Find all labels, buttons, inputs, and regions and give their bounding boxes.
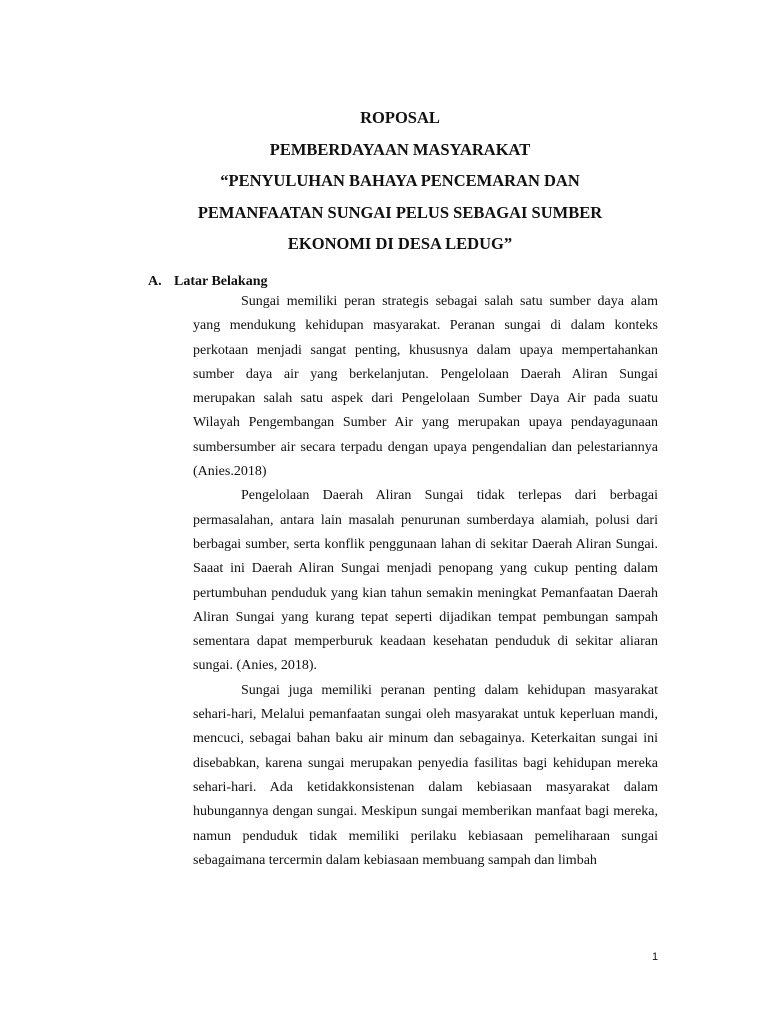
title-line: PEMANFAATAN SUNGAI PELUS SEBAGAI SUMBER	[197, 202, 603, 222]
section-title: Latar Belakang	[174, 274, 268, 289]
paragraph: Pengelolaan Daerah Aliran Sungai tidak terlepas dari berbagai permasalahan, antara lain masalah penurunan sumberdaya alamiah, polusi dari berbagai sumber, serta konflik penggunaan lahan di sekitar Daerah Aliran Sungai. Saaat ini Daerah Aliran Sungai menjadi penopang yang cukup penting dalam pertumbuhan penduduk yang kian tahun semakin meningkat Pemanfaatan Daerah Aliran Sungai yang kurang tepat seperti dijadikan tempat pembungan sampah sementara dapat memperburuk keadaan kesehatan penduduk di sekitar aliaran sungai. (Anies, 2018).	[193, 488, 658, 674]
section-heading	[148, 274, 267, 290]
paragraph: Sungai juga memiliki peranan penting dalam kehidupan masyarakat sehari-hari, Melalui pemanfaatan sungai oleh masyarakat untuk keperluan mandi, mencuci, sebagai bahan baku air minum dan sebagainya. Keterkaitan sungai ini disebabkan, karena sungai merupakan penyedia fasilitas bagi kehidupan mereka sehari-hari. Ada ketidakkonsistenan dalam kebiasaan masyarakat dalam hubungannya dengan sungai. Meskipun sungai memberikan manfaat bagi mereka, namun penduduk tidak memiliki perilaku kebiasaan pemeliharaan sungai sebagaimana tercermin dalam kebiasaan membuang sampah dan limbah	[193, 682, 658, 868]
section-letter: A.	[148, 274, 162, 289]
proposal-title	[0, 102, 768, 260]
body-text	[193, 290, 658, 873]
title-line: EKONOMI DI DESA LEDUG”	[287, 234, 513, 253]
paragraph: Sungai memiliki peran strategis sebagai salah satu sumber daya alam yang mendukung kehidupan masyarakat. Peranan sungai di dalam konteks perkotaan menjadi sangat penting, khususnya dalam upaya mempertahankan sumber daya air yang berkelanjutan. Pengelolaan Daerah Aliran Sungai merupakan salah satu aspek dari Pengelolaan Sumber Daya Air pada suatu Wilayah Pengembangan Sumber Air yang merupakan upaya pendayagunaan sumbersumber air secara terpadu dengan upaya pengendalian dan pelestariannya (Anies.2018)	[193, 294, 658, 480]
title-line: ROPOSAL	[360, 108, 440, 127]
title-line: PEMBERDAYAAN MASYARAKAT	[269, 139, 531, 159]
title-line: “PENYULUHAN BAHAYA PENCEMARAN DAN	[220, 171, 580, 190]
page-number: 1	[652, 951, 659, 963]
